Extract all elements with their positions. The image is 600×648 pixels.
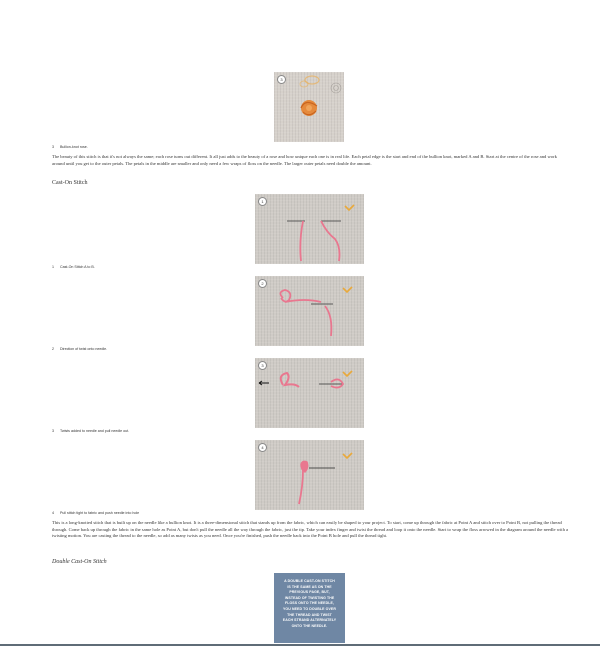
callout-line: FLOSS ONTO THE NEEDLE, [284,601,334,606]
callout-line: PREVIOUS PAGE, BUT, [289,590,330,595]
stitch-illustration [255,358,364,428]
figure-caption: 3 Bullion-knot rose. [52,145,88,149]
figure-caption: 1 Cast-On Stitch A to B. [52,265,95,269]
callout-line: EACH STRAND ALTERNATELY [282,618,337,623]
callout-line: ONTO THE NEEDLE. [291,623,328,628]
paragraph-rose: The beauty of this stitch is that it's not always the same; each rose turns out different. It all just adds to the beauty of a rose and how unique each one is in real life. Each petal edge is the start and end of the bullion knot, marked A and B. Start at the centre of the rose and work around until you get to the outer petals. The petals in the middle are smaller and only need a few wraps of floss on the needle. The larger outer petals need double the amount. [52,154,557,166]
rose-photo [274,72,344,142]
paragraph-cast-on: This is a long-knotted stitch that is built up on the needle like a bullion knot. It is a three-dimensional stitch that stands up from the fabric, which can easily be shaped to your project. To start, come up through the fabric at Point A and stitch over to Point B, not pulling the thread through. Come back up through the fabric in the same hole as Point A, but don't pull the needle all the way through the fabric, just the tip. Take your index finger and twist the thread and loop it onto the needle. Start to wrap the floss arrowed in the diagram around the needle with a twisting motion. You are casting the thread to the needle, so add as many twists as you need. Once you're finished, push the needle back into the Point B hole and pull the thread tight. [52,520,569,538]
cast-on-photo-2 [255,276,364,346]
callout-line: IS THE SAME AS ON THE [287,584,332,589]
cast-on-photo-3 [255,358,364,428]
cast-on-photo-4 [255,440,364,510]
double-cast-on-callout [274,573,345,643]
figure-caption: 4 Pull stitch tight to fabric and push needle into hole [52,511,140,515]
callout-line: A DOUBLE CAST-ON STITCH [284,579,335,583]
figure-badge: 4 [258,443,267,452]
figure-caption: 2 Direction of twist onto needle. [52,347,108,351]
figure-caption: 3 Twists added to needle and pull needle out. [52,429,130,433]
stitch-illustration [255,194,364,264]
figure-badge: 1 [258,197,267,206]
stitch-illustration [255,440,364,510]
callout-line: YOU NEED TO DOUBLE OVER [283,606,336,611]
figure-badge: 3 [258,361,267,370]
stitch-illustration [255,276,364,346]
callout-line: INSTEAD OF TWISTING THE [284,595,335,600]
callout-line: THE THREAD AND TWIST [287,612,332,617]
heading-double-cast-on-stitch: Double Cast-On Stitch [52,559,107,565]
figure-badge: 2 [258,279,267,288]
heading-cast-on-stitch: Cast-On Stitch [52,180,88,186]
page-bottom-rule [0,644,600,646]
figure-badge: 3 [277,75,286,84]
cast-on-photo-1 [255,194,364,264]
